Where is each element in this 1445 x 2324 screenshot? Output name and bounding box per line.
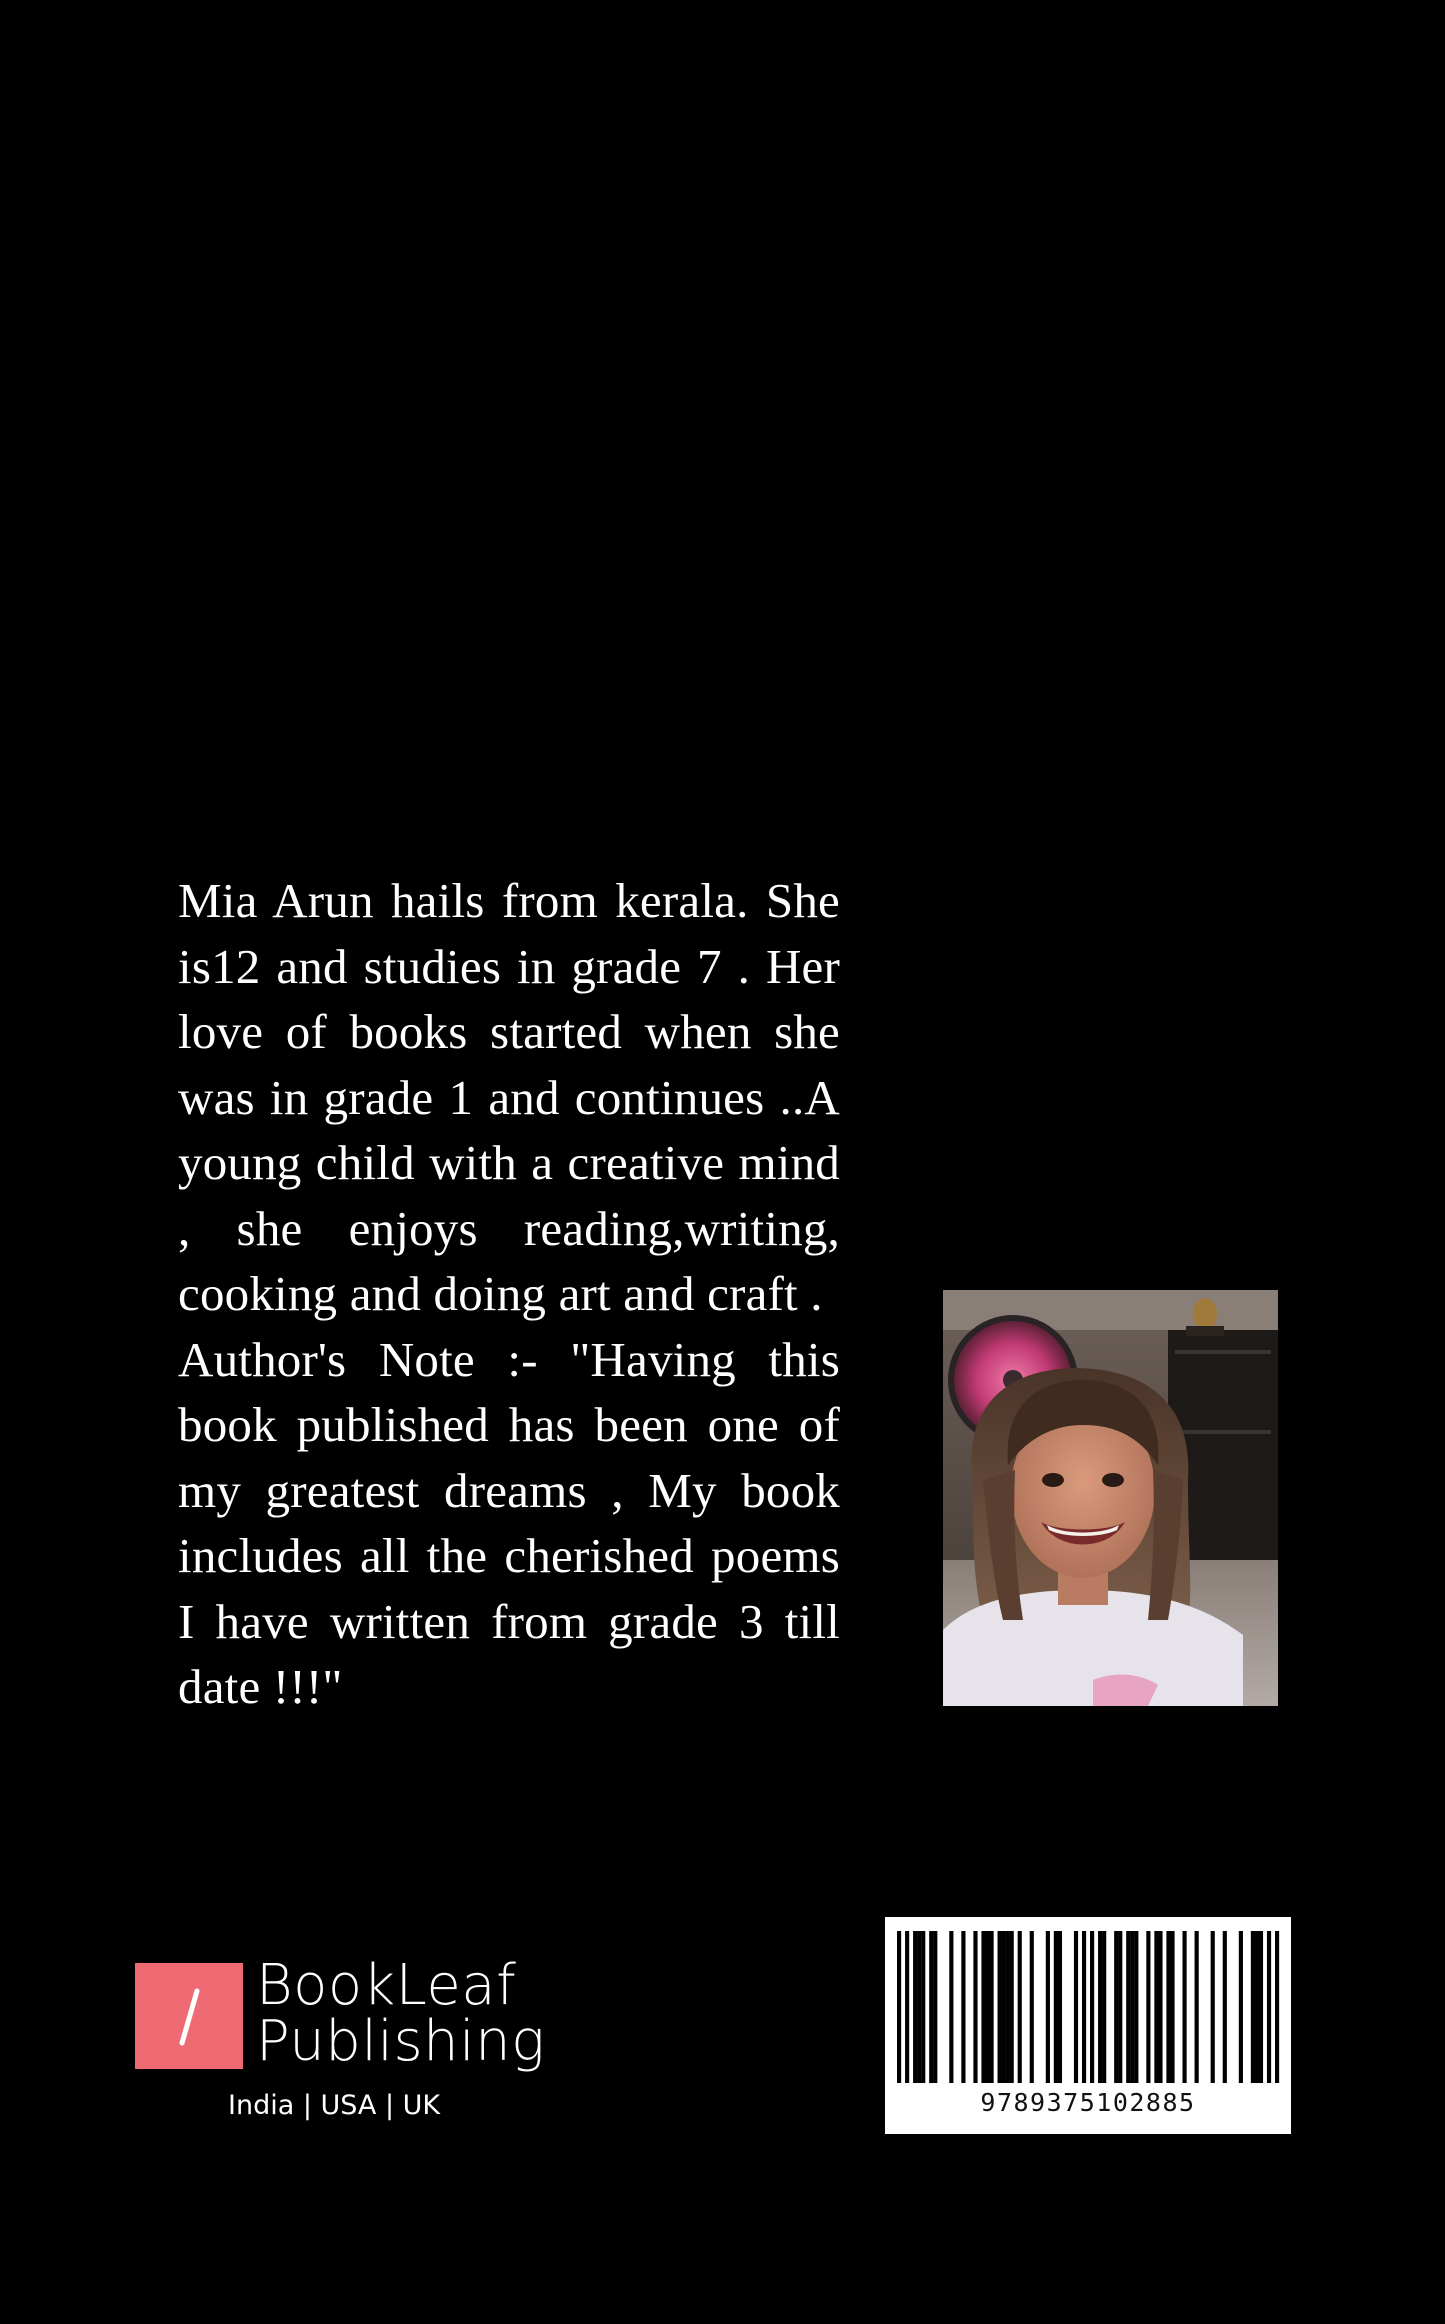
barcode-bar	[1126, 1931, 1130, 2083]
barcode-bar	[1166, 1931, 1170, 2083]
publisher-logo	[135, 1953, 555, 2135]
author-photo	[943, 1290, 1278, 1706]
barcode-bar	[1275, 1931, 1279, 2083]
barcode-bar	[949, 1931, 953, 2083]
author-bio: Mia Arun hails from kerala. She is12 and studies in grade 7 . Her love of books started when she was in grade 1 and continues ..A young child with a creative mind , she enjoys reading,writing, cooking and doing art and craft .	[178, 873, 840, 1321]
barcode-bar	[973, 1931, 977, 2083]
barcode-bar	[1018, 1931, 1022, 2083]
barcode-bar	[1267, 1931, 1271, 2083]
barcode-bar	[1046, 1931, 1050, 2083]
barcode-bar	[998, 1931, 1002, 2083]
barcode-bar	[1058, 1931, 1062, 2083]
publisher-name-line2: Publishing	[256, 2009, 546, 2074]
barcode-bar	[1082, 1931, 1086, 2083]
barcode-bar	[985, 1931, 989, 2083]
barcode-bar	[1239, 1931, 1243, 2083]
barcode-bar	[1010, 1931, 1014, 2083]
barcode-bar	[921, 1931, 925, 2083]
isbn-barcode	[885, 1917, 1291, 2134]
barcode-bar	[1102, 1931, 1106, 2083]
barcode-bar	[1130, 1931, 1134, 2083]
publisher-regions: India | USA | UK	[228, 2090, 441, 2121]
barcode-bar	[913, 1931, 917, 2083]
barcode-bar	[905, 1931, 909, 2083]
barcode-bar	[981, 1931, 985, 2083]
barcode-bar	[1255, 1931, 1259, 2083]
barcode-bar	[929, 1931, 933, 2083]
barcode-bar	[1195, 1931, 1199, 2083]
barcode-bar	[1002, 1931, 1006, 2083]
author-note: Author's Note :- "Having this book published has been one of my greatest dreams , My book includes all the cherished poems I have written from grade 3 till date !!!"	[178, 1331, 840, 1714]
barcode-bar	[989, 1931, 993, 2083]
isbn-number: 9789375102885	[980, 2088, 1196, 2117]
barcode-bar	[1074, 1931, 1078, 2083]
barcode-bar	[897, 1931, 901, 2083]
slash-icon	[135, 1963, 243, 2069]
barcode-bar	[1251, 1931, 1255, 2083]
barcode-bar	[917, 1931, 921, 2083]
barcode-bar	[933, 1931, 937, 2083]
barcode-bar	[1134, 1931, 1138, 2083]
barcode-bar	[1146, 1931, 1150, 2083]
barcode-bar	[1054, 1931, 1058, 2083]
author-photo-image	[943, 1290, 1278, 1706]
barcode-bar	[1211, 1931, 1215, 2083]
barcode-bar	[1259, 1931, 1263, 2083]
barcode-bar	[1182, 1931, 1186, 2083]
barcode-bar	[1006, 1931, 1010, 2083]
barcode-bar	[1154, 1931, 1158, 2083]
barcode-bar	[1118, 1931, 1122, 2083]
barcode-bar	[1114, 1931, 1118, 2083]
publisher-name-line1: BookLeaf	[256, 1953, 517, 2018]
barcode-bar	[1030, 1931, 1034, 2083]
barcode-bar	[1090, 1931, 1094, 2083]
barcode-bar	[961, 1931, 965, 2083]
barcode-bar	[1158, 1931, 1162, 2083]
barcode-bar	[1223, 1931, 1227, 2083]
publisher-logo-mark	[135, 1963, 243, 2069]
barcode-bar	[1170, 1931, 1174, 2083]
barcode-bar	[1098, 1931, 1102, 2083]
author-blurb	[178, 868, 840, 1720]
